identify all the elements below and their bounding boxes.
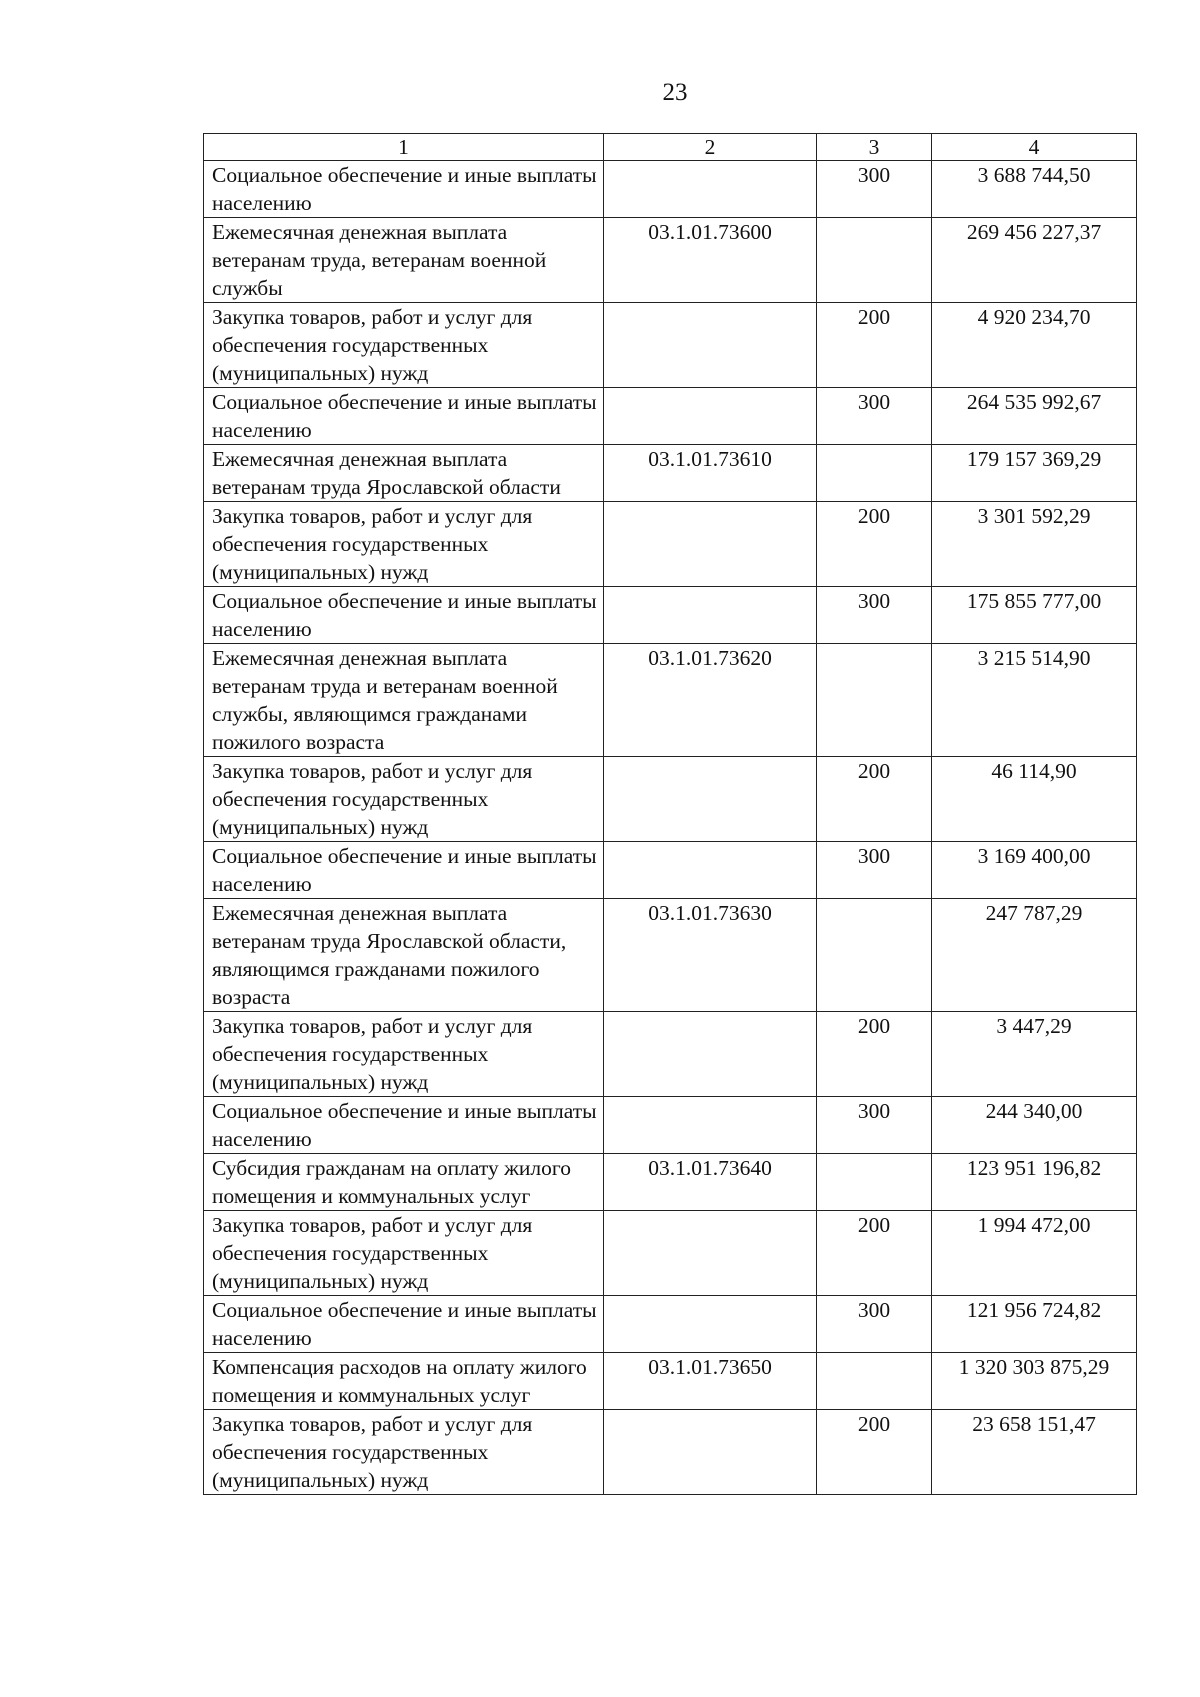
- row-name: Закупка товаров, работ и услуг для обеспечения государственных (муниципальных) нужд: [204, 502, 604, 587]
- header-col-3: 3: [817, 134, 932, 161]
- row-name: Социальное обеспечение и иные выплаты населению: [204, 1097, 604, 1154]
- table-row: [204, 1410, 1137, 1495]
- row-target-code: [604, 1410, 817, 1495]
- row-expense-type: 300: [817, 388, 932, 445]
- budget-table: [203, 133, 1137, 1495]
- table-row: [204, 842, 1137, 899]
- row-target-code: 03.1.01.73650: [604, 1353, 817, 1410]
- table-row: [204, 757, 1137, 842]
- row-name: Ежемесячная денежная выплата ветеранам труда Ярославской области, являющимся гражданами пожилого возраста: [204, 899, 604, 1012]
- row-amount: 4 920 234,70: [932, 303, 1137, 388]
- row-amount: 3 301 592,29: [932, 502, 1137, 587]
- row-expense-type: [817, 445, 932, 502]
- row-expense-type: [817, 218, 932, 303]
- row-expense-type: [817, 1353, 932, 1410]
- header-col-1: 1: [204, 134, 604, 161]
- row-expense-type: 200: [817, 1012, 932, 1097]
- row-name: Закупка товаров, работ и услуг для обеспечения государственных (муниципальных) нужд: [204, 1211, 604, 1296]
- row-target-code: 03.1.01.73620: [604, 644, 817, 757]
- row-expense-type: 300: [817, 161, 932, 218]
- row-name: Закупка товаров, работ и услуг для обеспечения государственных (муниципальных) нужд: [204, 757, 604, 842]
- table-row: [204, 445, 1137, 502]
- row-expense-type: 200: [817, 502, 932, 587]
- row-name: Закупка товаров, работ и услуг для обеспечения государственных (муниципальных) нужд: [204, 1410, 604, 1495]
- row-name: Закупка товаров, работ и услуг для обеспечения государственных (муниципальных) нужд: [204, 303, 604, 388]
- row-expense-type: 200: [817, 1410, 932, 1495]
- row-amount: 175 855 777,00: [932, 587, 1137, 644]
- row-amount: 3 169 400,00: [932, 842, 1137, 899]
- table-row: [204, 1012, 1137, 1097]
- row-target-code: [604, 1211, 817, 1296]
- table-row: [204, 587, 1137, 644]
- header-col-4: 4: [932, 134, 1137, 161]
- row-name: Компенсация расходов на оплату жилого помещения и коммунальных услуг: [204, 1353, 604, 1410]
- table-row: [204, 388, 1137, 445]
- row-expense-type: 300: [817, 587, 932, 644]
- row-amount: 1 320 303 875,29: [932, 1353, 1137, 1410]
- row-target-code: [604, 757, 817, 842]
- row-name: Социальное обеспечение и иные выплаты населению: [204, 1296, 604, 1353]
- row-amount: 264 535 992,67: [932, 388, 1137, 445]
- row-name: Социальное обеспечение и иные выплаты населению: [204, 161, 604, 218]
- row-expense-type: [817, 1154, 932, 1211]
- table-row: [204, 502, 1137, 587]
- table-row: [204, 1296, 1137, 1353]
- row-expense-type: 200: [817, 757, 932, 842]
- row-amount: 1 994 472,00: [932, 1211, 1137, 1296]
- row-target-code: [604, 1097, 817, 1154]
- row-target-code: [604, 587, 817, 644]
- table-row: [204, 899, 1137, 1012]
- row-amount: 121 956 724,82: [932, 1296, 1137, 1353]
- table-row: [204, 218, 1137, 303]
- table-row: [204, 1154, 1137, 1211]
- row-expense-type: 300: [817, 1097, 932, 1154]
- row-target-code: [604, 502, 817, 587]
- row-amount: 3 447,29: [932, 1012, 1137, 1097]
- row-name: Ежемесячная денежная выплата ветеранам труда, ветеранам военной службы: [204, 218, 604, 303]
- row-expense-type: 300: [817, 842, 932, 899]
- row-amount: 46 114,90: [932, 757, 1137, 842]
- row-name: Субсидия гражданам на оплату жилого помещения и коммунальных услуг: [204, 1154, 604, 1211]
- table-row: [204, 1353, 1137, 1410]
- row-expense-type: 200: [817, 1211, 932, 1296]
- table-header: [204, 134, 1137, 161]
- row-target-code: [604, 1012, 817, 1097]
- table-body: [204, 161, 1137, 1495]
- row-amount: 244 340,00: [932, 1097, 1137, 1154]
- row-name: Ежемесячная денежная выплата ветеранам труда Ярославской области: [204, 445, 604, 502]
- row-name: Ежемесячная денежная выплата ветеранам труда и ветеранам военной службы, являющимся гражданами пожилого возраста: [204, 644, 604, 757]
- row-target-code: 03.1.01.73610: [604, 445, 817, 502]
- page-number: 23: [662, 79, 688, 106]
- row-expense-type: 300: [817, 1296, 932, 1353]
- table-row: [204, 303, 1137, 388]
- row-target-code: [604, 842, 817, 899]
- table-row: [204, 161, 1137, 218]
- row-amount: 123 951 196,82: [932, 1154, 1137, 1211]
- row-amount: 3 688 744,50: [932, 161, 1137, 218]
- row-target-code: [604, 1296, 817, 1353]
- row-target-code: [604, 388, 817, 445]
- row-amount: 3 215 514,90: [932, 644, 1137, 757]
- header-row: [204, 134, 1137, 161]
- row-name: Социальное обеспечение и иные выплаты населению: [204, 587, 604, 644]
- row-amount: 269 456 227,37: [932, 218, 1137, 303]
- row-name: Закупка товаров, работ и услуг для обеспечения государственных (муниципальных) нужд: [204, 1012, 604, 1097]
- row-amount: 247 787,29: [932, 899, 1137, 1012]
- row-name: Социальное обеспечение и иные выплаты населению: [204, 842, 604, 899]
- row-amount: 179 157 369,29: [932, 445, 1137, 502]
- row-target-code: [604, 161, 817, 218]
- table-row: [204, 644, 1137, 757]
- row-expense-type: [817, 899, 932, 1012]
- row-amount: 23 658 151,47: [932, 1410, 1137, 1495]
- table-row: [204, 1211, 1137, 1296]
- table-row: [204, 1097, 1137, 1154]
- header-col-2: 2: [604, 134, 817, 161]
- row-target-code: [604, 303, 817, 388]
- row-target-code: 03.1.01.73630: [604, 899, 817, 1012]
- row-expense-type: [817, 644, 932, 757]
- row-expense-type: 200: [817, 303, 932, 388]
- row-target-code: 03.1.01.73640: [604, 1154, 817, 1211]
- row-target-code: 03.1.01.73600: [604, 218, 817, 303]
- row-name: Социальное обеспечение и иные выплаты населению: [204, 388, 604, 445]
